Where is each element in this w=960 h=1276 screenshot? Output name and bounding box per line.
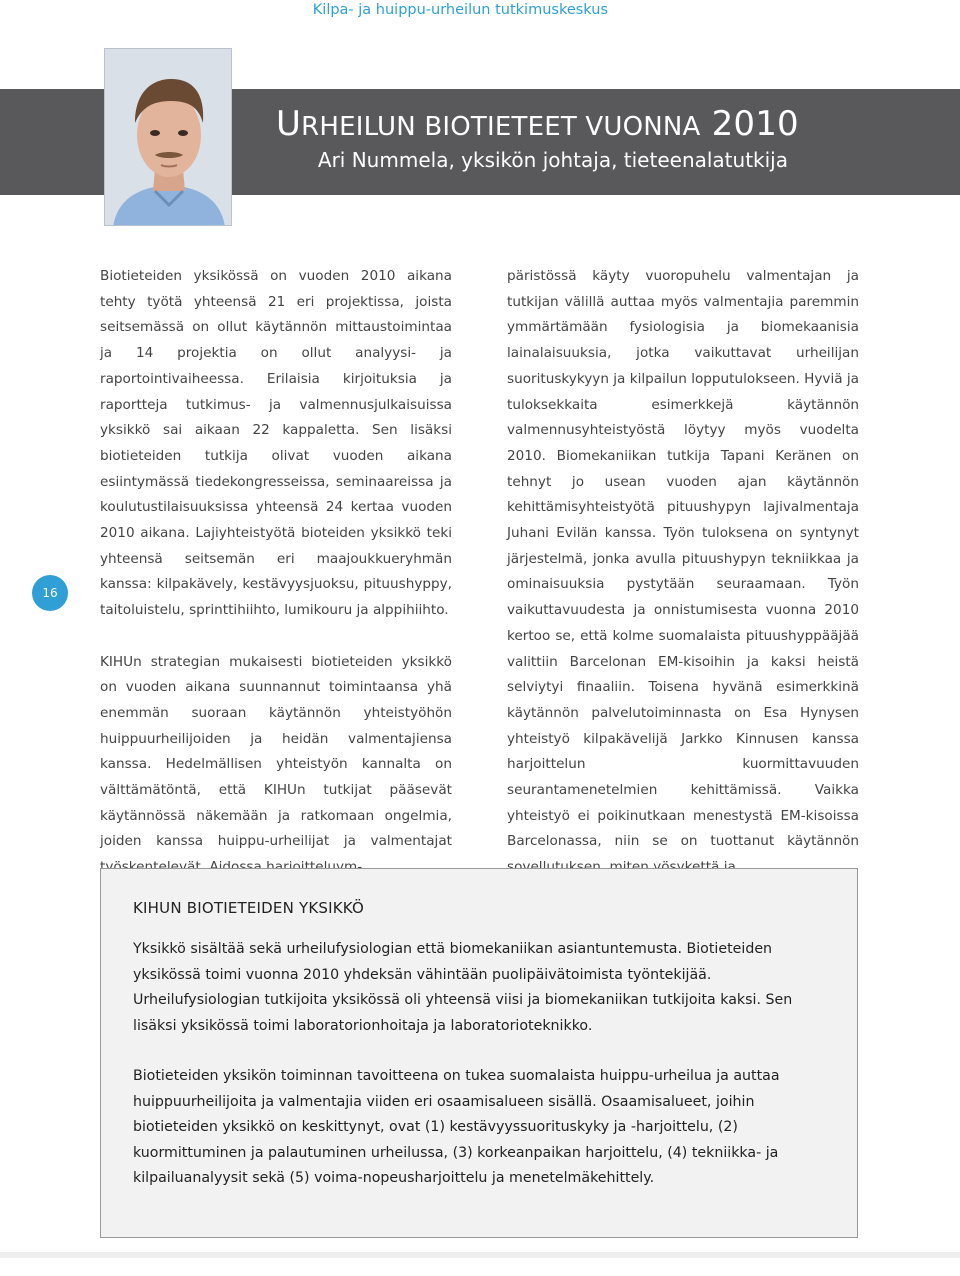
info-box [100,868,858,1238]
left-column [100,264,452,881]
running-header: Kilpa- ja huippu-urheilun tutkimuskeskus [312,2,608,18]
left-paragraph-1: Biotieteiden yksikössä on vuoden 2010 aikana tehty työtä yhteensä 21 eri projektissa, joista seitsemässä on ollut käytännön mittaustoimintaa ja 14 projektia on ollut analyysi- ja raportointivaiheessa. Erilaisia kirjoituksia ja raportteja tutkimus- ja valmennusjulkaisuissa yksikkö sai aikaan 22 kappaletta. Sen lisäksi biotieteiden tutkija olivat vuoden aikana esiintymässä tiedekongresseissa, seminaareissa ja koulutustilaisuuksissa yhteensä 24 kertaa vuoden 2010 aikana. Lajiyhteistyötä bioteiden yksikkö teki yhteensä seitsemän eri maajoukkueryhmän kanssa: kilpakävely, kestävyysjuoksu, pituushyppy, taitoluistelu, sprinttihiihto, lumikouru ja alppihiihto. [100,268,452,619]
title-rest: RHEILUN BIOTIETEET VUONNA [301,112,701,142]
title-first-letter: U [276,104,302,144]
page-number-badge: 16 [32,575,68,611]
portrait-image [105,49,232,226]
info-box-paragraph-1: Yksikkö sisältää sekä urheilufysiologian että biomekaniikan asiantuntemusta. Biotieteiden yksikössä toimi vuonna 2010 yhdeksän vähintään puolipäivätoimista työntekijää. Urheilufysiologian tutkijoita yksikössä oli yhteensä viisi ja biomekaniikan tutkijoita kaksi. Sen lisäksi yksikössä toimi laboratorionhoitaja ja laboratorioteknikko. [133,941,793,1034]
author-portrait [104,48,232,226]
bottom-rule [0,1252,960,1258]
right-paragraph-1: päristössä käyty vuoropuhelu valmentajan ja tutkijan välillä auttaa myös valmentajia paremmin ymmärtämään fysiologisia ja biomekaanisia lainalaisuuksia, jotka vaikuttavat urheilijan suorituskykyyn ja kilpailun lopputulokseen. Hyviä ja tuloksekkaita esimerkkejä käytännön valmennusyhteistyöstä löytyy myös vuodelta 2010. Biomekaniikan tutkija Tapani Keränen on tehnyt jo usean vuoden ajan käytännön kehittämisyhteistyötä pituushypyn lajivalmentaja Juhani Evilän kanssa. Työn tuloksena on syntynyt järjestelmä, jonka avulla pituushypyn tekniikkaa ja ominaisuuksia pystytään seuraamaan. Työn vaikuttavuudesta ja onnistumisesta vuonna 2010 kertoo se, että kolme suomalaista pituushyppääjää valittiin Barcelonan EM-kisoihin ja kaksi heistä selviytyi finaaliin. Toisena hyvänä esimerkkinä käytännön palvelutoiminnasta on Esa Hynysen yhteistyö kilpakävelijä Jarkko Kinnusen kanssa harjoittelun kuormittavuuden seurantamenetelmien kehittämissä. Vaikka yhteistyö ei poikinutkaan menestystä EM-kisoissa Barcelonassa, niin se on tuottanut käytännön [507,268,859,850]
title-year: 2010 [711,104,799,144]
article-subtitle: Ari Nummela, yksikön johtaja, tieteenalatutkija [317,148,788,172]
left-paragraph-2: KIHUn strategian mukaisesti biotieteiden yksikkö on vuoden aikana suunnannut toimintaansa yhä enemmän suoraan käytännön yhteistyöhön huippuurheilijoiden ja heidän valmentajiensa kanssa. Hedelmällisen yhteistyön kannalta on välttämätöntä, että KIHUn tutkijat pääsevät käytännössä näkemään ja ratkomaan ongelmia, joiden kanssa huippu-urheilijat ja valmentajat [100,653,452,850]
info-box-heading: KIHUN BIOTIETEIDEN YKSIKKÖ [133,899,364,917]
info-box-paragraph-2: Biotieteiden yksikön toiminnan tavoitteena on tukea suomalaista huippu-urheilua ja auttaa huippuurheilijoita ja valmentajia viiden eri osaamisalueen sisällä. Osaamisalueet, joihin biotieteiden yksikkö on keskittynyt, ovat (1) kestävyyssuorituskyky ja -harjoittelu, (2) kuormittuminen ja palautuminen urheilussa, (3) korkeanpaikan harjoittelu, (4) tekniikka- ja kilpailuanalyysit sekä (5) voima-nopeusharjoittelu ja menetelmäkehittely. [133,1068,780,1186]
article-title [276,102,799,149]
right-column [507,264,859,881]
